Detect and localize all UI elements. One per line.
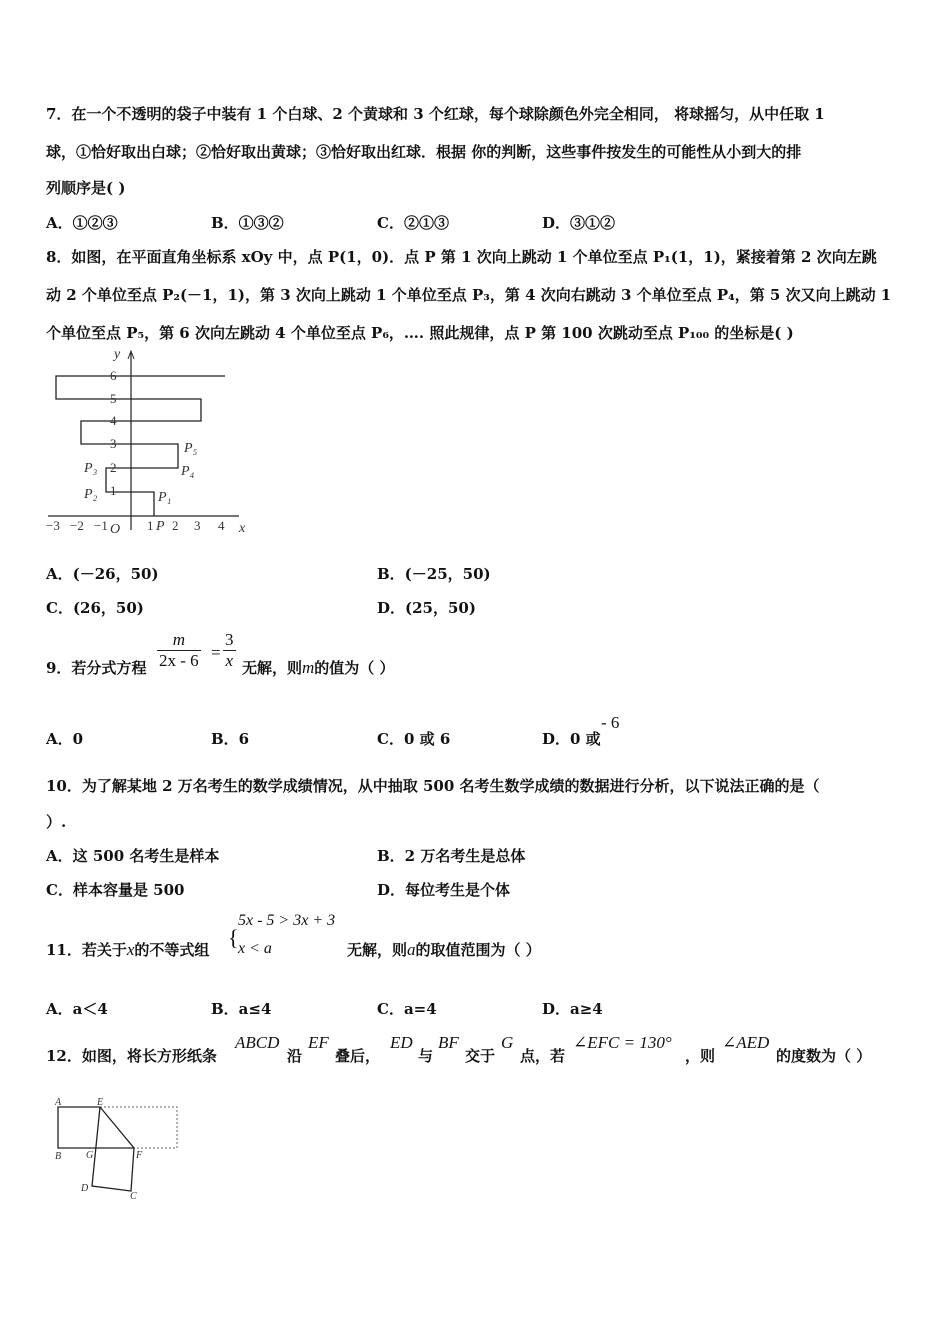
q8-option-d[interactable]: D．(25，50) bbox=[377, 599, 476, 617]
q12-t3: 与 bbox=[418, 1047, 434, 1065]
q9-frac2-denominator: x bbox=[225, 651, 234, 670]
q9-suffix1: 无解，则 bbox=[242, 659, 303, 677]
q10-option-c[interactable]: C．样本容量是 500 bbox=[46, 881, 185, 899]
q12-t5: 点，若 bbox=[520, 1047, 566, 1065]
q12-angle-efc: ∠EFC = 130° bbox=[573, 1033, 672, 1052]
point-p3-label: P₃ bbox=[84, 461, 98, 476]
q12-folded-strip-figure bbox=[50, 1095, 185, 1203]
q9-option-d[interactable] bbox=[542, 728, 601, 749]
q12-t4: 交于 bbox=[465, 1047, 496, 1065]
q12-angle-aed: ∠AED bbox=[722, 1033, 770, 1052]
q10-line2: ）. bbox=[46, 813, 67, 831]
q12-t2: 叠后， bbox=[335, 1047, 381, 1065]
q11-inequality-1: 5x - 5 > 3x + 3 bbox=[238, 912, 336, 929]
y-tick-6: 6 bbox=[110, 368, 117, 383]
q8-coordinate-figure bbox=[44, 345, 254, 537]
q11-mid: 的不等式组 bbox=[134, 941, 210, 959]
q11-option-a[interactable]: A．a＜4 bbox=[46, 1000, 108, 1018]
q8-line1: 8．如图，在平面直角坐标系 xOy 中，点 P(1，0)．点 P 第 1 次向上跳动 1 个单位至点 P₁(1，1)，紧接着第 2 次向左跳 bbox=[46, 248, 877, 266]
q11-prefix-text: 11．若关于 bbox=[46, 941, 127, 959]
y-tick-1: 1 bbox=[110, 483, 117, 498]
y-axis-label: y bbox=[114, 347, 121, 362]
q11-option-d[interactable]: D．a≥4 bbox=[542, 1000, 603, 1018]
q12-prefix: 12．如图，将长方形纸条 bbox=[46, 1047, 217, 1065]
point-p4-label: P₄ bbox=[181, 464, 195, 479]
x-tick-neg2: −2 bbox=[70, 518, 84, 533]
q9-frac1-denominator: 2x - 6 bbox=[159, 651, 199, 670]
q9-fraction-left bbox=[157, 630, 201, 671]
point-p-label: P bbox=[156, 519, 165, 534]
q9-frac1-numerator: m bbox=[172, 630, 185, 649]
q12-t7: 的度数为（ ） bbox=[776, 1047, 872, 1065]
x-tick-4: 4 bbox=[218, 518, 225, 533]
point-p1-label: P₁ bbox=[158, 490, 172, 505]
q9-option-c[interactable]: C．0 或 6 bbox=[377, 730, 451, 748]
label-b: B bbox=[55, 1151, 62, 1162]
q12-bf: BF bbox=[438, 1033, 459, 1052]
x-tick-neg3: −3 bbox=[46, 518, 60, 533]
q7-line2: 球，①恰好取出白球；②恰好取出黄球；③恰好取出红球．根据 你的判断，这些事件按发生的可能性从小到大的排 bbox=[46, 143, 802, 161]
origin-label: O bbox=[110, 522, 121, 537]
q10-line1: 10．为了解某地 2 万名考生的数学成绩情况，从中抽取 500 名考生数学成绩的数据进行分析，以下说法正确的是（ bbox=[46, 777, 820, 795]
label-e: E bbox=[97, 1097, 104, 1108]
q11-var-a: a bbox=[407, 940, 416, 959]
q9-option-d-superscript: - 6 bbox=[601, 713, 620, 732]
q10-option-b[interactable]: B．2 万名考生是总体 bbox=[377, 847, 526, 865]
q7-option-a[interactable]: A．①②③ bbox=[46, 214, 118, 232]
q12-ed: ED bbox=[390, 1033, 413, 1052]
q9-option-b[interactable]: B．6 bbox=[211, 730, 250, 748]
q7-line1: 7．在一个不透明的袋子中装有 1 个白球、2 个黄球和 3 个红球，每个球除颜色外完全相同， 将球摇匀，从中任取 1 bbox=[46, 105, 825, 123]
q11-prefix bbox=[46, 939, 209, 960]
y-tick-3: 3 bbox=[110, 436, 117, 451]
point-p5-label: P₅ bbox=[184, 441, 198, 456]
q8-line3: 个单位至点 P₅，第 6 次向左跳动 4 个单位至点 P₆，…. 照此规律，点 P 第 100 次跳动至点 P₁₀₀ 的坐标是( ) bbox=[46, 324, 794, 342]
q12-ef: EF bbox=[308, 1033, 329, 1052]
q11-option-c[interactable]: C．a=4 bbox=[377, 1000, 437, 1018]
y-tick-5: 5 bbox=[110, 391, 117, 406]
q7-option-b[interactable]: B．①③② bbox=[211, 214, 284, 232]
q8-line2: 动 2 个单位至点 P₂(－1，1)，第 3 次向上跳动 1 个单位至点 P₃，第 4 次向右跳动 3 个单位至点 P₄，第 5 次又向上跳动 1 bbox=[46, 286, 892, 304]
q7-option-d[interactable]: D．③①② bbox=[542, 214, 616, 232]
q11-brace: { bbox=[228, 925, 239, 950]
q8-option-a[interactable]: A．(－26，50) bbox=[46, 565, 159, 583]
q12-t6: ，则 bbox=[685, 1047, 716, 1065]
label-g: G bbox=[86, 1150, 94, 1161]
x-axis-label: x bbox=[239, 521, 246, 536]
q9-suffix bbox=[242, 657, 395, 678]
label-c: C bbox=[130, 1191, 137, 1202]
q11-suffix1: 无解，则 bbox=[347, 941, 408, 959]
q11-option-b[interactable]: B．a≤4 bbox=[211, 1000, 272, 1018]
y-tick-4: 4 bbox=[110, 413, 117, 428]
label-f: F bbox=[136, 1150, 143, 1161]
x-tick-2: 2 bbox=[172, 518, 179, 533]
x-tick-3: 3 bbox=[194, 518, 201, 533]
x-tick-neg1: −1 bbox=[94, 518, 108, 533]
q9-frac2-numerator: 3 bbox=[225, 630, 234, 649]
q11-suffix2: 的取值范围为（ ） bbox=[415, 941, 541, 959]
q12-abcd: ABCD bbox=[235, 1033, 280, 1052]
q10-option-d[interactable]: D．每位考生是个体 bbox=[377, 881, 511, 899]
q8-option-c[interactable]: C．(26，50) bbox=[46, 599, 144, 617]
folded-part bbox=[92, 1107, 134, 1191]
jump-path bbox=[56, 376, 225, 516]
q7-line3: 列顺序是( ) bbox=[46, 179, 126, 197]
q9-var-m: m bbox=[302, 658, 315, 677]
y-tick-2: 2 bbox=[110, 460, 117, 475]
q12-g: G bbox=[501, 1033, 514, 1052]
q12-t1: 沿 bbox=[287, 1047, 303, 1065]
q9-option-d-text: D．0 或 bbox=[542, 730, 601, 748]
x-tick-1: 1 bbox=[147, 518, 154, 533]
q11-inequality-2: x < a bbox=[238, 940, 272, 957]
q11-suffix bbox=[347, 939, 541, 960]
point-p2-label: P₂ bbox=[84, 487, 98, 502]
q7-option-c[interactable]: C．②①③ bbox=[377, 214, 449, 232]
q9-fraction-right bbox=[223, 630, 236, 671]
q10-option-a[interactable]: A．这 500 名考生是样本 bbox=[46, 847, 220, 865]
q9-suffix2: 的值为（ ） bbox=[314, 659, 395, 677]
q11-var-x: x bbox=[126, 940, 135, 959]
dotted-strip-outline bbox=[100, 1107, 177, 1148]
q9-option-a[interactable]: A．0 bbox=[46, 730, 84, 748]
q8-option-b[interactable]: B．(－25，50) bbox=[377, 565, 491, 583]
q9-prefix: 9．若分式方程 bbox=[46, 659, 147, 677]
label-a: A bbox=[55, 1097, 62, 1108]
label-d: D bbox=[81, 1183, 89, 1194]
q9-equals: = bbox=[211, 643, 221, 662]
